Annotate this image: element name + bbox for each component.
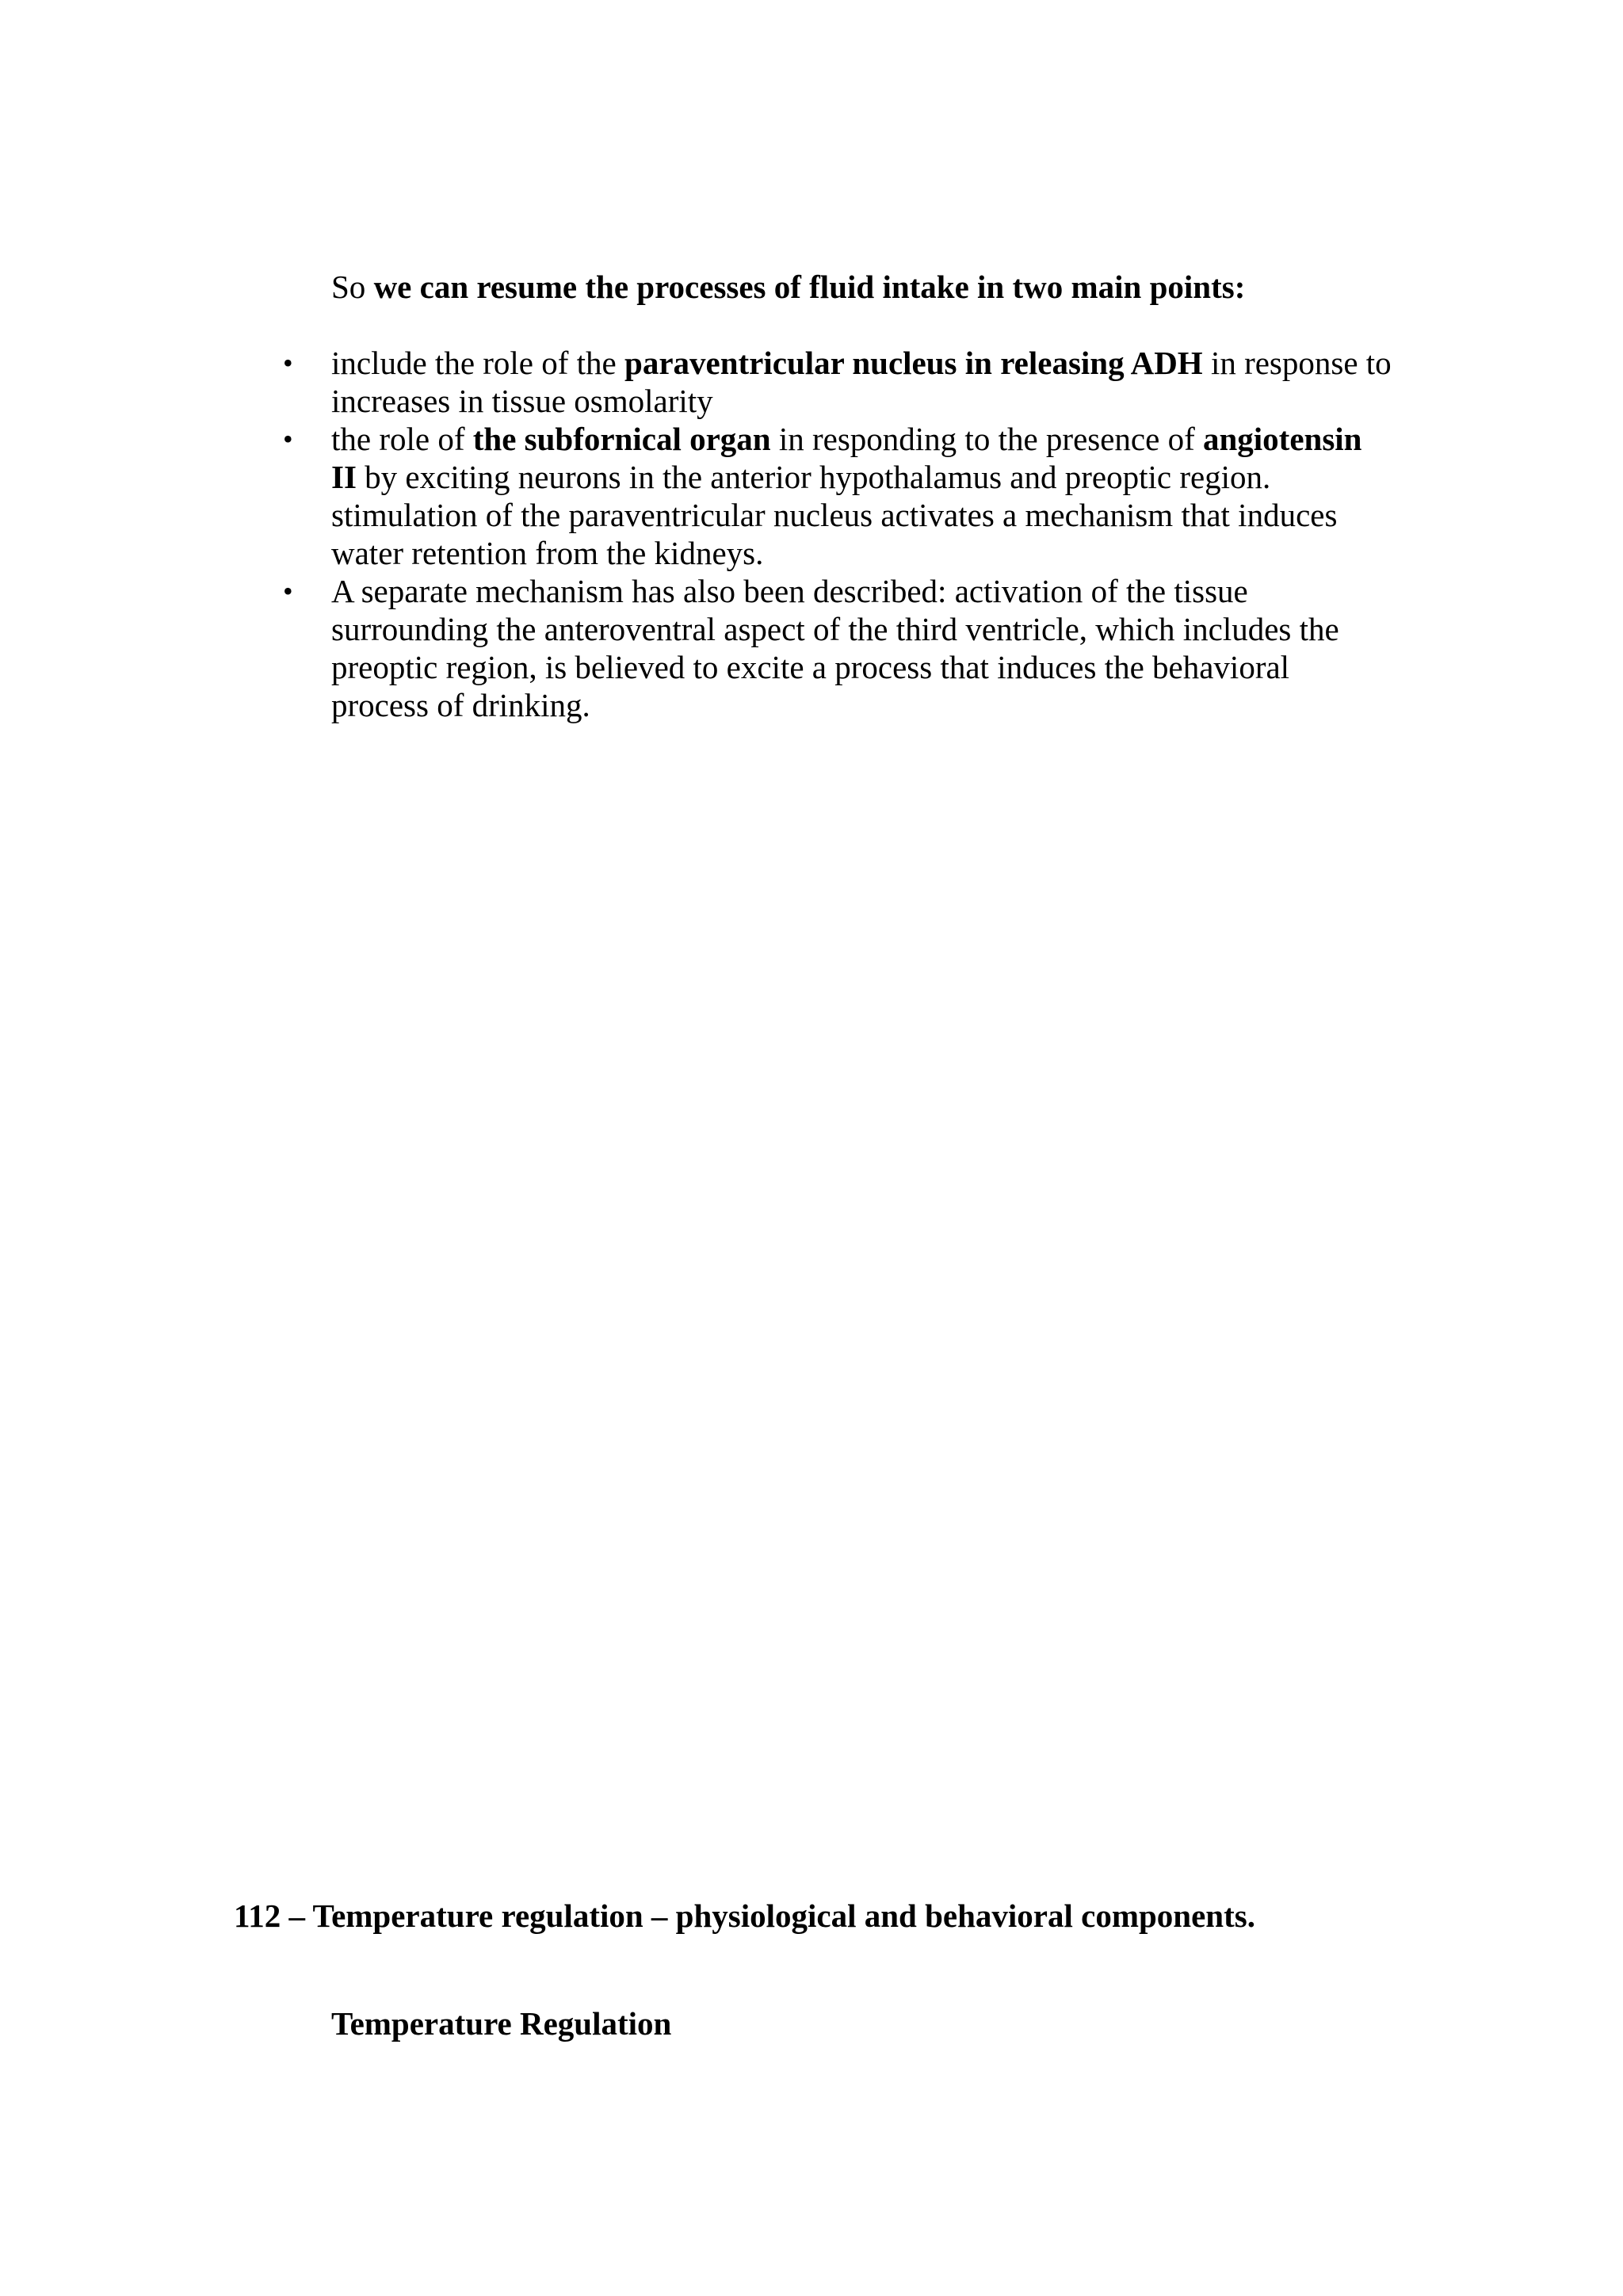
intro-paragraph (331, 268, 1441, 306)
list-item-text: in responding to the presence of (770, 421, 1203, 457)
list-item (283, 420, 1393, 572)
bullet-list (283, 344, 1393, 724)
section-heading: 112 – Temperature regulation – physiological and behavioral components. (234, 1897, 1255, 1934)
list-item-bold-text: angiotensin II (331, 421, 1362, 495)
list-item (283, 572, 1393, 724)
sub-heading: Temperature Regulation (331, 2005, 672, 2042)
list-item (283, 344, 1393, 420)
list-item-text: by exciting neurons in the anterior hypothalamus and preoptic region. stimulation of the paraventricular nucleus activates a mechanism that induces water retention from the kidneys. (331, 459, 1338, 571)
bullet-icon: • (283, 575, 293, 607)
list-item-bold-text: the subfornical organ (472, 421, 771, 457)
bullet-icon: • (283, 423, 293, 455)
bullet-icon: • (283, 347, 293, 379)
intro-text: So (331, 269, 374, 305)
list-item-text: in response to increases in tissue osmolarity (331, 345, 1392, 419)
list-item-text: A separate mechanism has also been described: activation of the tissue surrounding the anteroventral aspect of the third ventricle, which includes the preoptic region, is believed to excite a process that induces the behavioral process of drinking. (331, 573, 1339, 723)
list-item-bold-text: paraventricular nucleus in releasing ADH (624, 345, 1203, 381)
intro-bold-text: we can resume the processes of fluid intake in two main points: (373, 269, 1246, 305)
list-item-text: include the role of the (331, 345, 625, 381)
list-item-text: the role of (331, 421, 473, 457)
